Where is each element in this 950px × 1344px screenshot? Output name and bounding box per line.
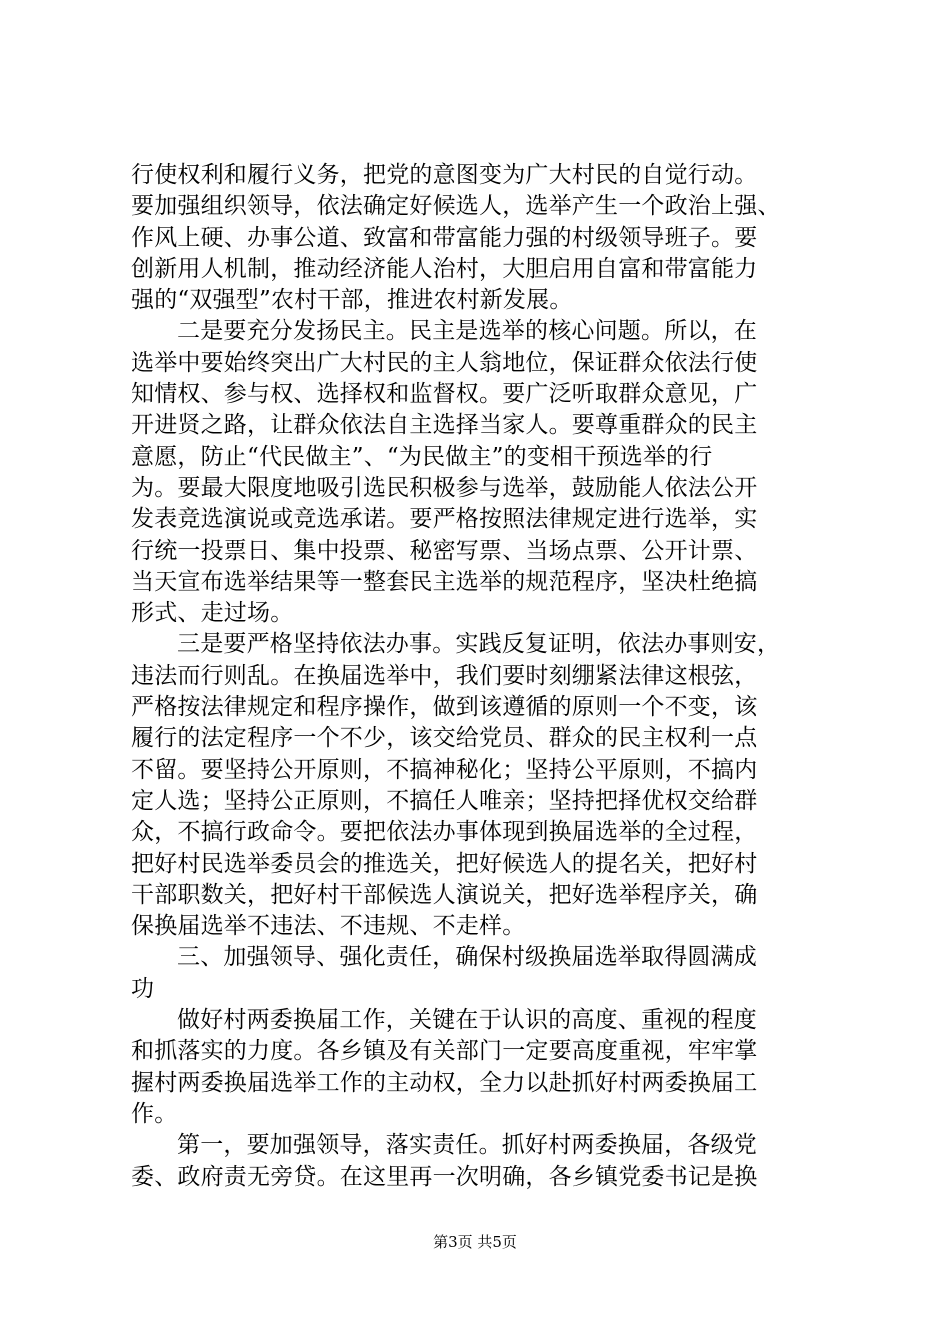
text-line: 当天宣布选举结果等一整套民主选举的规范程序，坚决杜绝搞 [131, 568, 758, 595]
text-line: 功 [131, 975, 155, 1002]
text-line: 开进贤之路，让群众依法自主选择当家人。要尊重群众的民主 [131, 412, 758, 439]
text-line: 干部职数关，把好村干部候选人演说关，把好选举程序关，确 [131, 881, 758, 908]
page-footer: 第3页 共5页 [433, 1233, 517, 1251]
text-line: 和抓落实的力度。各乡镇及有关部门一定要高度重视，牢牢掌 [131, 1038, 758, 1065]
text-line: 保换届选举不违法、不违规、不走样。 [131, 913, 526, 940]
text-line: 行使权利和履行义务，把党的意图变为广大村民的自觉行动。 [131, 162, 758, 188]
text-line: 三是要严格坚持依法办事。实践反复证明，依法办事则安， [177, 631, 781, 658]
text-line: 委、政府责无旁贷。在这里再一次明确，各乡镇党委书记是换 [131, 1163, 758, 1190]
text-line: 作。 [131, 1100, 178, 1127]
text-line: 三、加强领导、强化责任，确保村级换届选举取得圆满成 [177, 944, 757, 971]
text-line: 选举中要始终突出广大村民的主人翁地位，保证群众依法行使 [131, 349, 758, 376]
text-line: 为。要最大限度地吸引选民积极参与选举，鼓励能人依法公开 [131, 474, 758, 501]
text-line: 行统一投票日、集中投票、秘密写票、当场点票、公开计票、 [131, 537, 758, 564]
text-line: 形式、走过场。 [131, 600, 294, 627]
text-line: 严格按法律规定和程序操作，做到该遵循的原则一个不变，该 [131, 694, 758, 721]
text-line: 不留。要坚持公开原则，不搞神秘化；坚持公平原则，不搞内 [131, 756, 758, 783]
text-line: 做好村两委换届工作，关键在于认识的高度、重视的程度 [177, 1007, 757, 1034]
text-line: 知情权、参与权、选择权和监督权。要广泛听取群众意见，广 [131, 381, 758, 408]
text-line: 创新用人机制，推动经济能人治村，大胆启用自富和带富能力 [131, 255, 758, 282]
body-text [131, 160, 831, 1193]
text-line: 履行的法定程序一个不少，该交给党员、群众的民主权利一点 [131, 725, 758, 752]
text-line: 握村两委换届选举工作的主动权，全力以赴抓好村两委换届工 [131, 1069, 758, 1096]
text-line: 二是要充分发扬民主。民主是选举的核心问题。所以，在 [177, 318, 757, 345]
text-line: 违法而行则乱。在换届选举中，我们要时刻绷紧法律这根弦， [131, 662, 758, 689]
text-line: 强的“双强型”农村干部，推进农村新发展。 [131, 287, 573, 314]
text-line: 第一，要加强领导，落实责任。抓好村两委换届，各级党 [177, 1132, 757, 1159]
text-line: 众，不搞行政命令。要把依法办事体现到换届选举的全过程， [131, 819, 758, 846]
text-line: 把好村民选举委员会的推选关，把好候选人的提名关，把好村 [131, 850, 758, 877]
text-line: 意愿，防止“代民做主”、“为民做主”的变相干预选举的行 [131, 443, 713, 470]
text-line: 要加强组织领导，依法确定好候选人，选举产生一个政治上强、 [131, 193, 781, 220]
text-line: 发表竞选演说或竞选承诺。要严格按照法律规定进行选举，实 [131, 506, 758, 533]
text-line: 作风上硬、办事公道、致富和带富能力强的村级领导班子。要 [131, 224, 758, 251]
text-line: 定人选；坚持公正原则，不搞任人唯亲；坚持把择优权交给群 [131, 787, 758, 814]
